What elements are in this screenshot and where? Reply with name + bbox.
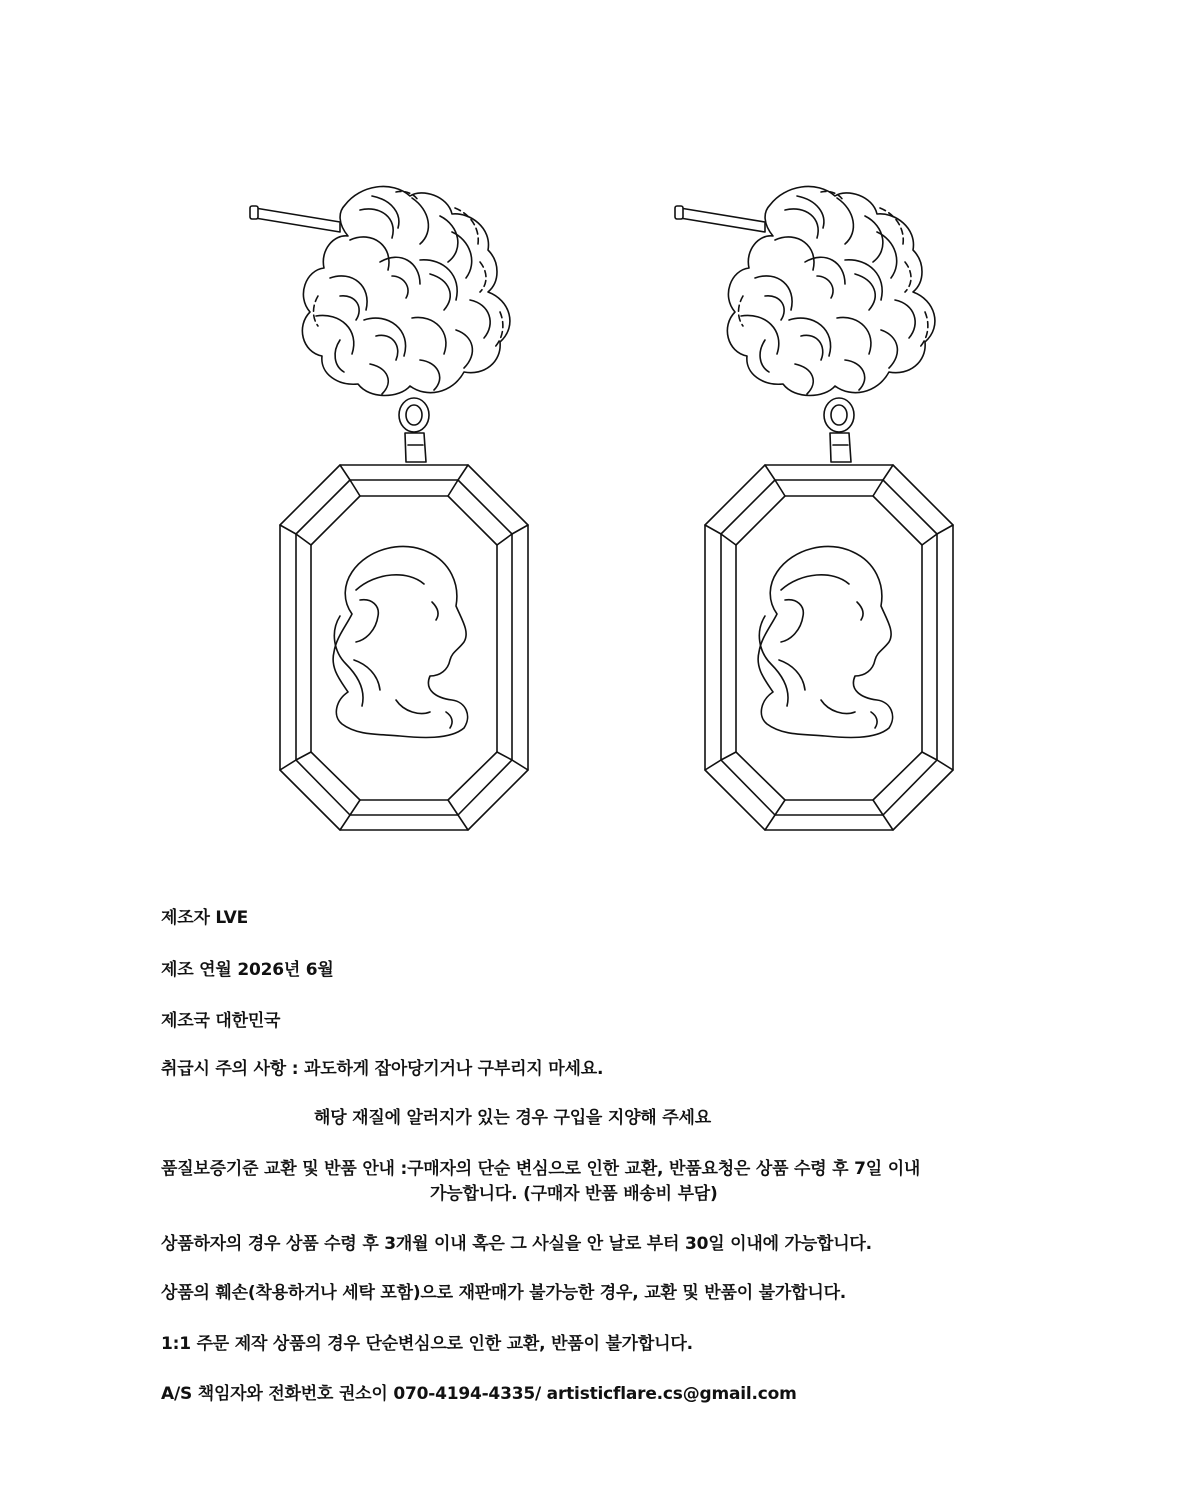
custom-order-policy-text: 1:1 주문 제작 상품의 경우 단순변심으로 인한 교환, 반품이 불가합니다. [161,1334,693,1354]
country-of-origin-text: 제조국 대한민국 [161,1011,281,1031]
manufacturer-text: 제조자 LVE [161,908,249,928]
caution-text-1: 취급시 주의 사항 : 과도하게 잡아당기거나 구부리지 마세요. [161,1059,604,1079]
refund-policy-text-1: 품질보증기준 교환 및 반품 안내 :구매자의 단순 변심으로 인한 교환, 반품요청은 상품 수령 후 7일 이내 [161,1159,921,1179]
right-earring-icon [675,186,953,830]
left-earring-icon [250,186,528,830]
caution-text-2: 해당 재질에 알러지가 있는 경우 구입을 지양해 주세요 [314,1108,711,1128]
refund-policy-text-2: 가능합니다. (구매자 반품 배송비 부담) [430,1184,718,1204]
as-contact-text: A/S 책임자와 전화번호 권소이 070-4194-4335/ artisticflare.cs@gmail.com [161,1384,797,1404]
defect-policy-text: 상품하자의 경우 상품 수령 후 3개월 이내 혹은 그 사실을 안 날로 부터 30일 이내에 가능합니다. [161,1234,872,1254]
damage-policy-text: 상품의 훼손(착용하거나 세탁 포함)으로 재판매가 불가능한 경우, 교환 및 반품이 불가합니다. [161,1283,847,1303]
manufacture-date-text: 제조 연월 2026년 6월 [161,960,334,980]
